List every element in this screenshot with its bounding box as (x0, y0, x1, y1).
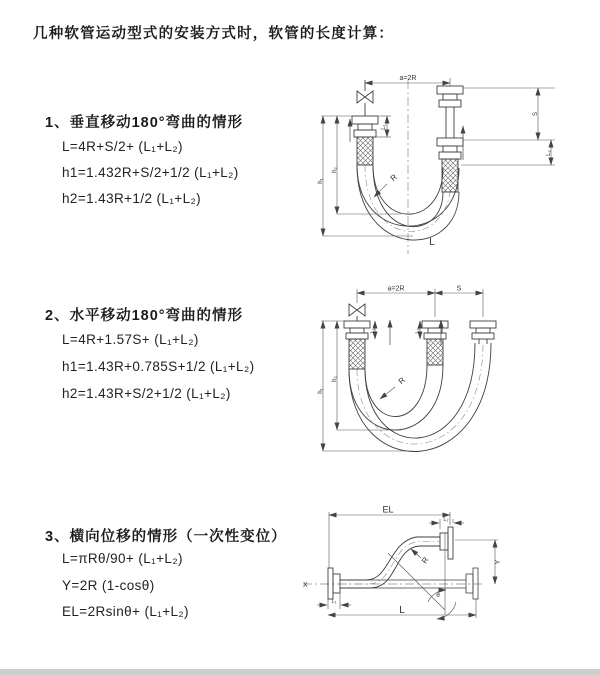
radius-leader (380, 387, 395, 399)
dim-label-l: L (399, 605, 405, 616)
section-1-formula-1: L=4R+S/2+ (L₁+L₂) (62, 139, 183, 154)
dim-label-l1: L₁ (370, 328, 376, 334)
fixed-fitting (352, 116, 378, 165)
dim-label-a2r: a=2R (387, 285, 405, 293)
dim-label-s: S (533, 111, 539, 117)
left-flange (328, 568, 340, 599)
section-2-formula-2: h1=1.43R+0.785S+1/2 (L₁+L₂) (62, 359, 255, 374)
pipe-original-position (340, 568, 478, 599)
dim-label-l2: L₂ (443, 517, 449, 523)
dim-label-l: L (429, 237, 435, 248)
section-2-formula-1: L=4R+1.57S+ (L₁+L₂) (62, 332, 199, 347)
dim-label-l1: L₁ (331, 599, 337, 605)
diagram-vertical-180-bend (313, 68, 588, 258)
dim-y (455, 540, 498, 584)
dim-label-l1: L₁ (381, 124, 387, 130)
braid-section (357, 137, 373, 165)
dim-label-l2: L₂ (415, 328, 421, 334)
moving-fitting (437, 86, 463, 192)
braid-section (442, 159, 458, 192)
dim-label-y: Y (495, 559, 502, 565)
diagram-lateral-displacement (298, 503, 598, 638)
section-1-formula-3: h2=1.43R+1/2 (L₁+L₂) (62, 191, 202, 206)
hose-curves (349, 343, 491, 451)
dim-label-el: EL (382, 504, 394, 515)
dim-s (461, 88, 555, 165)
page-title: 几种软管运动型式的安装方式时，软管的长度计算： (33, 26, 395, 42)
dim-label-r: R (388, 172, 399, 184)
dim-el (329, 512, 450, 568)
diagram-horizontal-180-bend (313, 283, 598, 458)
valve-icon (349, 304, 365, 321)
braid-section (349, 339, 365, 369)
dim-h1 (321, 116, 413, 236)
dim-label-h2: h₂ (332, 167, 338, 173)
page-bottom-edge (0, 669, 600, 675)
section-3-heading: 3、横向位移的情形（一次性变位） (45, 529, 287, 545)
dim-label-h1: h₁ (318, 388, 324, 394)
moving-fitting-pos2 (470, 321, 496, 344)
section-1-formula-2: h1=1.432R+S/2+1/2 (L₁+L₂) (62, 165, 239, 180)
dim-label-theta: θ (436, 592, 440, 599)
section-2-formula-3: h2=1.43R+S/2+1/2 (L₁+L₂) (62, 386, 231, 401)
upper-flange (440, 527, 453, 559)
section-1-heading: 1、垂直移动180°弯曲的情形 (45, 115, 244, 131)
moving-fitting-pos1 (422, 321, 448, 365)
section-3-formula-1: L=πRθ/90+ (L₁+L₂) (62, 551, 183, 566)
section-3-formula-2: Y=2R (1-cosθ) (62, 578, 155, 593)
radius-leader (411, 549, 421, 558)
section-3-formula-3: EL=2Rsinθ+ (L₁+L₂) (62, 604, 189, 619)
dim-h2 (337, 321, 401, 430)
braid-section (427, 339, 443, 365)
fixed-fitting (344, 321, 370, 369)
dim-label-h2: h₂ (332, 376, 338, 382)
dim-label-a2r: a=2R (399, 75, 417, 82)
axis-mark: X (303, 582, 308, 589)
dim-label-r: R (419, 555, 431, 566)
dim-label-r: R (396, 375, 407, 387)
dim-label-l2: L₂ (546, 150, 552, 156)
valve-icon (357, 80, 373, 116)
dim-label-s: S (456, 285, 462, 293)
dim-label-h1: h₁ (318, 178, 324, 184)
section-2-heading: 2、水平移动180°弯曲的情形 (45, 308, 244, 324)
